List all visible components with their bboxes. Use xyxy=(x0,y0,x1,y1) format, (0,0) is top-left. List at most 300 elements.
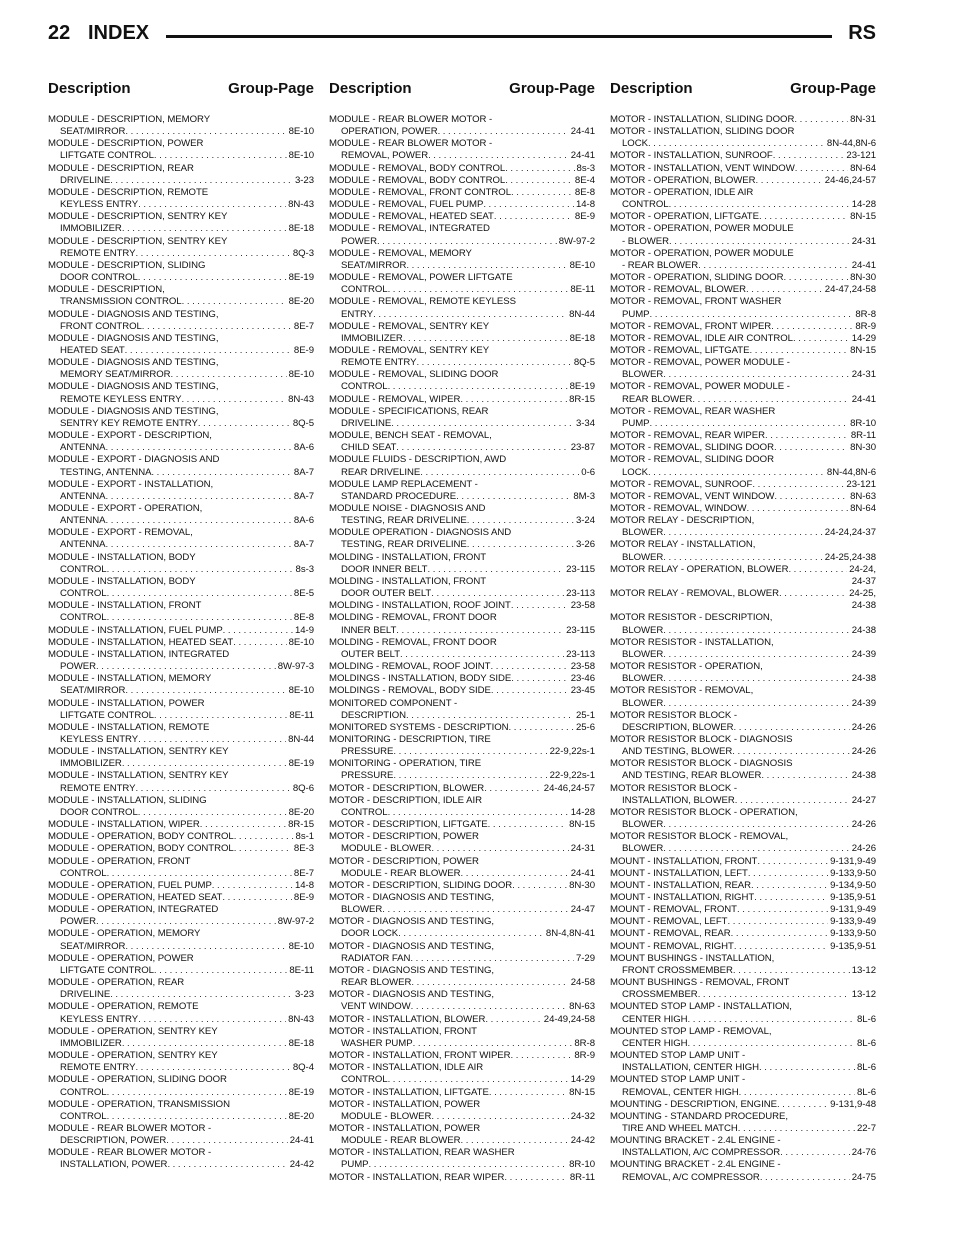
entry-text: MOTOR - REMOVAL, SLIDING DOOR xyxy=(610,454,774,466)
index-entry xyxy=(48,406,314,430)
dot-leader xyxy=(759,1062,855,1074)
entry-line xyxy=(329,138,595,150)
entry-text: MODULE - DESCRIPTION, REAR xyxy=(48,162,194,174)
page-reference: 8E-11 xyxy=(289,709,314,721)
entry-line xyxy=(329,114,595,126)
entry-line-continued xyxy=(329,236,595,248)
entry-line xyxy=(48,430,314,442)
entry-text: BLOWER xyxy=(622,648,664,660)
page-reference: 8E-20 xyxy=(288,1110,314,1122)
entry-text: MOTOR - DESCRIPTION, SLIDING DOOR xyxy=(329,879,513,891)
entry-text: MODULE - BLOWER xyxy=(341,843,432,855)
page-reference: 8N-31 xyxy=(850,114,876,125)
entry-text: MODULE - REMOVAL, SENTRY KEY xyxy=(329,320,490,332)
entry-line xyxy=(610,1099,876,1111)
index-entry xyxy=(329,187,595,199)
entry-text: MOTOR - DIAGNOSIS AND TESTING, xyxy=(329,989,494,1001)
entry-text: MODULE - DESCRIPTION, REMOTE xyxy=(48,186,209,198)
entry-line-continued xyxy=(329,381,595,393)
index-entry xyxy=(610,661,876,685)
dot-leader xyxy=(138,1014,286,1026)
index-entry xyxy=(329,576,595,600)
page-reference: 8E-19 xyxy=(288,1086,314,1098)
entry-text: MOTOR - INSTALLATION, REAR WIPER xyxy=(329,1171,505,1183)
dot-leader xyxy=(663,649,849,661)
entry-line xyxy=(329,1123,595,1135)
entry-line xyxy=(610,637,876,649)
dot-leader xyxy=(688,1014,855,1026)
dot-leader xyxy=(511,600,569,612)
entry-text: MODULE - REMOVAL, HEATED SEAT xyxy=(329,211,494,223)
entry-line xyxy=(329,272,595,284)
index-entry xyxy=(610,284,876,296)
entry-line xyxy=(48,333,314,345)
dot-leader xyxy=(373,309,567,321)
entry-text: MOTOR - INSTALLATION, IDLE AIR xyxy=(329,1062,484,1074)
index-column-3 xyxy=(610,80,876,1184)
entry-line xyxy=(610,187,876,199)
index-entry xyxy=(329,272,595,296)
index-entry xyxy=(329,1123,595,1147)
index-entry xyxy=(48,892,314,904)
entry-text: CONTROL xyxy=(60,588,107,600)
dot-leader xyxy=(698,989,850,1001)
entry-line-continued xyxy=(48,612,314,624)
dot-leader xyxy=(490,661,568,673)
entry-line-continued xyxy=(329,977,595,989)
dot-leader xyxy=(234,831,294,843)
index-entry xyxy=(610,321,876,333)
entry-text: MODULE - REAR BLOWER MOTOR - xyxy=(329,114,493,125)
dot-leader xyxy=(233,637,286,649)
page-reference: 8E-7 xyxy=(293,867,314,879)
dot-leader xyxy=(692,394,849,406)
entry-text: MOUNT - INSTALLATION, FRONT xyxy=(610,855,758,867)
page-reference: 9-135,9-51 xyxy=(830,940,876,952)
entry-line-continued xyxy=(329,1001,595,1013)
entry-line xyxy=(48,454,314,466)
entry-line xyxy=(610,248,876,260)
page-reference: 8E-19 xyxy=(288,758,314,770)
page-reference: 14-28 xyxy=(570,806,595,818)
page-reference: 8R-15 xyxy=(288,819,314,831)
entry-line xyxy=(48,381,314,393)
entry-line-continued xyxy=(48,442,314,454)
index-entry xyxy=(48,163,314,187)
entry-text: DOOR CONTROL xyxy=(60,806,138,818)
dot-leader xyxy=(431,1111,568,1123)
dot-leader xyxy=(125,685,286,697)
entry-line xyxy=(48,928,314,940)
page-reference: 23-121 xyxy=(846,150,876,162)
page-reference: 24-24,24-37 xyxy=(824,527,876,539)
entry-line xyxy=(610,977,876,989)
entry-text: DRIVELINE xyxy=(60,989,111,1001)
entry-line xyxy=(329,1172,595,1184)
page-reference: 8Q-3 xyxy=(292,247,314,259)
page-reference: 8A-7 xyxy=(293,539,314,551)
dot-leader xyxy=(511,1050,573,1062)
entry-line xyxy=(48,552,314,564)
page-reference-continued: 24-38 xyxy=(851,600,876,612)
entry-text: MONITORED SYSTEMS - DESCRIPTION xyxy=(329,721,509,733)
entry-line-continued xyxy=(329,1135,595,1147)
dot-leader xyxy=(698,260,850,272)
entry-text: MODULE - OPERATION, BODY CONTROL xyxy=(48,831,234,843)
index-entry xyxy=(48,831,314,843)
index-entry xyxy=(610,211,876,223)
dot-leader xyxy=(369,1159,568,1171)
entry-line xyxy=(48,625,314,637)
entry-line-continued xyxy=(329,333,595,345)
index-entry xyxy=(329,758,595,782)
entry-line xyxy=(610,941,876,953)
entry-line-continued xyxy=(48,1087,314,1099)
entry-line-continued xyxy=(48,223,314,235)
entry-text: DESCRIPTION, POWER xyxy=(60,1135,167,1147)
entry-line-continued xyxy=(48,272,314,284)
entry-text: MODULE - INSTALLATION, SENTRY KEY xyxy=(48,770,229,782)
entry-text: SEAT/MIRROR xyxy=(60,940,126,952)
entry-text: BLOWER xyxy=(622,697,664,709)
entry-line xyxy=(329,989,595,1001)
entry-line xyxy=(610,783,876,795)
dot-leader xyxy=(669,236,850,248)
entry-text: MOTOR - REMOVAL, POWER MODULE - xyxy=(610,357,790,369)
entry-text: MOTOR - REMOVAL, IDLE AIR CONTROL xyxy=(610,332,793,344)
entry-line xyxy=(610,1050,876,1062)
entry-line-continued xyxy=(329,649,595,661)
entry-text: PRESSURE xyxy=(341,746,394,758)
index-entry xyxy=(610,442,876,454)
entry-line xyxy=(610,126,876,138)
dot-leader xyxy=(734,722,850,734)
entry-text: MODULE - OPERATION, POWER xyxy=(48,952,194,964)
index-entry xyxy=(329,783,595,795)
entry-text: SEAT/MIRROR xyxy=(60,126,126,138)
column-header xyxy=(48,80,314,106)
entry-text: ANTENNA xyxy=(60,442,106,454)
entry-line-continued xyxy=(610,965,876,977)
entry-text: OPERATION, POWER xyxy=(341,126,438,138)
entry-line-continued xyxy=(329,260,595,272)
index-entry xyxy=(610,454,876,478)
page-reference: 8s-3 xyxy=(576,162,595,174)
index-entry xyxy=(48,625,314,637)
index-entry xyxy=(48,977,314,1001)
dot-leader xyxy=(106,515,292,527)
column-header-group-page: Group-Page xyxy=(228,80,314,97)
dot-leader xyxy=(648,138,825,150)
entry-text: REAR BLOWER xyxy=(622,393,693,405)
dot-leader xyxy=(151,467,292,479)
entry-text: REMOVAL, POWER xyxy=(341,150,429,162)
index-column-2 xyxy=(329,80,595,1184)
page-reference: 24-41 xyxy=(570,150,595,162)
entry-line-continued xyxy=(329,284,595,296)
index-entry xyxy=(610,539,876,563)
dot-leader xyxy=(509,722,574,734)
index-entry xyxy=(48,309,314,333)
entry-text: PUMP xyxy=(341,1159,369,1171)
dot-leader xyxy=(431,843,568,855)
entry-line xyxy=(329,406,595,418)
page-reference: 8N-44,8N-6 xyxy=(826,466,876,478)
dot-leader xyxy=(396,625,564,637)
entry-text: MOTOR - INSTALLATION, REAR WASHER xyxy=(329,1147,515,1159)
dot-leader xyxy=(154,150,287,162)
index-entry xyxy=(48,649,314,673)
index-entry xyxy=(610,807,876,831)
entry-line xyxy=(610,114,876,126)
dot-leader xyxy=(393,770,547,782)
entry-line xyxy=(610,406,876,418)
entry-line-continued xyxy=(48,345,314,357)
page-reference: 9-133,9-50 xyxy=(830,928,876,940)
index-entry xyxy=(329,527,595,551)
entry-line-continued xyxy=(329,770,595,782)
index-entry xyxy=(48,1026,314,1050)
dot-leader xyxy=(171,369,287,381)
entry-text: MOTOR - REMOVAL, REAR WIPER xyxy=(610,430,766,442)
index-entry xyxy=(329,989,595,1013)
page-reference: 8L-6 xyxy=(856,1037,876,1049)
entry-text: INSTALLATION, CENTER HIGH xyxy=(622,1062,759,1074)
entry-text: REAR BLOWER xyxy=(341,977,412,989)
page-reference: 13-12 xyxy=(851,989,876,1001)
entry-line-continued xyxy=(48,126,314,138)
entry-line xyxy=(329,722,595,734)
entry-line xyxy=(610,442,876,454)
entry-line-continued xyxy=(48,1014,314,1026)
entry-line xyxy=(610,296,876,308)
entry-text: MOTOR - DESCRIPTION, POWER xyxy=(329,855,479,867)
entry-line xyxy=(48,236,314,248)
entry-text: MOTOR - INSTALLATION, LIFTGATE xyxy=(329,1086,489,1098)
index-entry xyxy=(329,223,595,247)
entry-line xyxy=(610,807,876,819)
entry-text: MODULE - REMOVAL, SENTRY KEY xyxy=(329,344,490,356)
entry-line xyxy=(48,260,314,272)
entry-line-continued xyxy=(329,564,595,576)
page-reference: 3-34 xyxy=(575,417,595,429)
dot-leader xyxy=(494,211,573,223)
entry-text: MODULE - DESCRIPTION, SENTRY KEY xyxy=(48,235,228,247)
dot-leader xyxy=(122,758,287,770)
entry-line xyxy=(48,479,314,491)
page-reference: 8s-1 xyxy=(295,831,314,843)
entry-line-continued xyxy=(610,138,876,150)
entry-line xyxy=(48,600,314,612)
page-reference: 8E-11 xyxy=(289,964,314,976)
page-reference: 24-75 xyxy=(851,1171,876,1183)
entry-text: MODULE - DESCRIPTION, SENTRY KEY xyxy=(48,211,228,223)
column-header-description: Description xyxy=(48,80,131,97)
index-entry xyxy=(610,637,876,661)
page-reference: 9-133,9-49 xyxy=(830,916,876,928)
entry-line xyxy=(610,211,876,223)
index-entry xyxy=(48,284,314,308)
page-reference: 8N-63 xyxy=(850,490,876,502)
entry-line-continued xyxy=(610,673,876,685)
entry-line xyxy=(48,904,314,916)
page-reference: 24-41 xyxy=(851,393,876,405)
entry-text: MODULE - DESCRIPTION, MEMORY xyxy=(48,114,211,125)
index-entry xyxy=(329,163,595,175)
page-reference: 23-87 xyxy=(570,442,595,454)
index-entry xyxy=(610,187,876,211)
entry-text: MOTOR - REMOVAL, SUNROOF xyxy=(610,478,753,490)
entry-text: MODULE - DIAGNOSIS AND TESTING, xyxy=(48,381,219,393)
dot-leader xyxy=(223,625,293,637)
page-reference: 8E-4 xyxy=(574,174,595,186)
entry-text: POWER xyxy=(60,661,96,673)
index-entry xyxy=(48,260,314,284)
dot-leader xyxy=(396,442,568,454)
entry-text: MOTOR - REMOVAL, FRONT WASHER xyxy=(610,296,782,308)
entry-line xyxy=(329,248,595,260)
index-entry xyxy=(610,916,876,928)
entry-line xyxy=(329,187,595,199)
entry-text: MODULE - OPERATION, REMOTE xyxy=(48,1001,199,1013)
entry-line xyxy=(48,576,314,588)
page-reference: 14-9 xyxy=(294,624,314,636)
entry-text: BLOWER xyxy=(622,369,664,381)
index-entry xyxy=(329,199,595,211)
index-entry xyxy=(329,941,595,965)
page-reference: 24-39 xyxy=(851,648,876,660)
index-entry xyxy=(329,1050,595,1062)
entry-text: ANTENNA xyxy=(60,515,106,527)
dot-leader xyxy=(96,661,276,673)
entry-line xyxy=(329,296,595,308)
index-entry xyxy=(48,1099,314,1123)
entry-text: MOUNTED STOP LAMP UNIT - xyxy=(610,1050,746,1062)
page-reference: 8N-63 xyxy=(569,1001,595,1013)
dot-leader xyxy=(428,564,565,576)
index-entry xyxy=(610,1099,876,1111)
dot-leader xyxy=(398,928,544,940)
page-reference: 14-28 xyxy=(851,199,876,211)
dot-leader xyxy=(167,1159,287,1171)
dot-leader xyxy=(484,783,542,795)
page-reference: 24-41 xyxy=(851,259,876,271)
page-reference: 7-29 xyxy=(575,952,595,964)
entry-text: MOTOR RESISTOR - INSTALLATION, xyxy=(610,636,774,648)
entry-line-continued xyxy=(329,467,595,479)
entry-line-continued xyxy=(329,746,595,758)
entry-line xyxy=(329,600,595,612)
dot-leader xyxy=(106,491,292,503)
entry-text: MODULE - BLOWER xyxy=(341,1110,432,1122)
entry-text: MODULE - OPERATION, BODY CONTROL xyxy=(48,843,234,855)
page-reference: 24-47 xyxy=(570,904,595,916)
entry-text: MOTOR - OPERATION, IDLE AIR xyxy=(610,186,754,198)
dot-leader xyxy=(663,369,849,381)
entry-line-continued xyxy=(610,309,876,321)
page-reference: 8W-97-2 xyxy=(277,916,314,928)
entry-text: MODULE - DESCRIPTION, SLIDING xyxy=(48,259,206,271)
entry-text: CONTROL xyxy=(341,1074,388,1086)
entry-line xyxy=(48,1099,314,1111)
entry-text: MODULE - EXPORT - DESCRIPTION, xyxy=(48,430,212,442)
entry-line xyxy=(610,163,876,175)
page-reference: 3-23 xyxy=(294,989,314,1001)
entry-text: MODULE - INSTALLATION, REMOTE xyxy=(48,721,210,733)
page-reference: 22-9,22s-1 xyxy=(549,746,595,758)
page-reference: 8R-10 xyxy=(569,1159,595,1171)
dot-leader xyxy=(735,795,850,807)
page-reference: 8E-11 xyxy=(570,284,595,296)
entry-text: MOTOR - DESCRIPTION, LIFTGATE xyxy=(329,819,488,831)
page-reference: 24-38 xyxy=(851,770,876,782)
entry-line xyxy=(329,819,595,831)
entry-line xyxy=(329,1147,595,1159)
entry-text: MOTOR RESISTOR BLOCK - DIAGNOSIS xyxy=(610,733,793,745)
entry-line-continued xyxy=(329,625,595,637)
page-reference: 24-38 xyxy=(851,624,876,636)
dot-leader xyxy=(138,734,286,746)
entry-text: BLOWER xyxy=(622,673,664,685)
dot-leader xyxy=(663,819,849,831)
index-entry xyxy=(329,1062,595,1086)
entry-line-continued xyxy=(610,467,876,479)
page-reference: 8E-18 xyxy=(288,223,314,235)
entry-line-continued xyxy=(48,1159,314,1171)
entry-text: FRONT CROSSMEMBER xyxy=(622,964,733,976)
page-reference: 23-113 xyxy=(566,588,595,600)
entry-line xyxy=(48,649,314,661)
entry-line-continued xyxy=(329,442,595,454)
entry-line xyxy=(610,491,876,503)
page-reference: 14-8 xyxy=(294,879,314,891)
entry-text: PRESSURE xyxy=(341,770,394,782)
dot-leader xyxy=(438,126,569,138)
entry-text: MOTOR - REMOVAL, FRONT WIPER xyxy=(610,320,772,332)
index-entry xyxy=(610,710,876,734)
dot-leader xyxy=(107,588,292,600)
page-reference: 3-23 xyxy=(294,174,314,186)
entry-line xyxy=(329,880,595,892)
entry-text: TESTING, REAR DRIVELINE xyxy=(341,515,467,527)
entry-line xyxy=(48,187,314,199)
entry-text: CONTROL xyxy=(622,199,669,211)
entry-text: MOTOR - DIAGNOSIS AND TESTING, xyxy=(329,892,494,903)
dot-leader xyxy=(774,491,848,503)
index-entry xyxy=(329,503,595,527)
entry-line-continued xyxy=(610,819,876,831)
page-reference: 24-76 xyxy=(851,1147,876,1159)
entry-text: FRONT CONTROL xyxy=(60,320,142,332)
page-reference: 25-1 xyxy=(575,709,595,721)
index-entry xyxy=(48,856,314,880)
entry-line xyxy=(329,1014,595,1026)
entry-line xyxy=(48,698,314,710)
entry-line xyxy=(610,539,876,551)
entry-text: RADIATOR FAN xyxy=(341,952,411,964)
entry-line-continued xyxy=(329,807,595,819)
page-reference: 24-47,24-58 xyxy=(824,284,876,296)
entry-text: MODULE - REMOVAL, FRONT CONTROL xyxy=(329,186,511,198)
dot-leader xyxy=(138,807,287,819)
entry-line xyxy=(329,916,595,928)
dot-leader xyxy=(663,625,849,637)
entry-text: CONTROL xyxy=(60,563,107,575)
page-reference: 22-9,22s-1 xyxy=(549,770,595,782)
page-reference: 8N-15 xyxy=(569,1086,595,1098)
page-reference: 8N-44,8N-6 xyxy=(826,138,876,150)
entry-line-continued xyxy=(48,965,314,977)
